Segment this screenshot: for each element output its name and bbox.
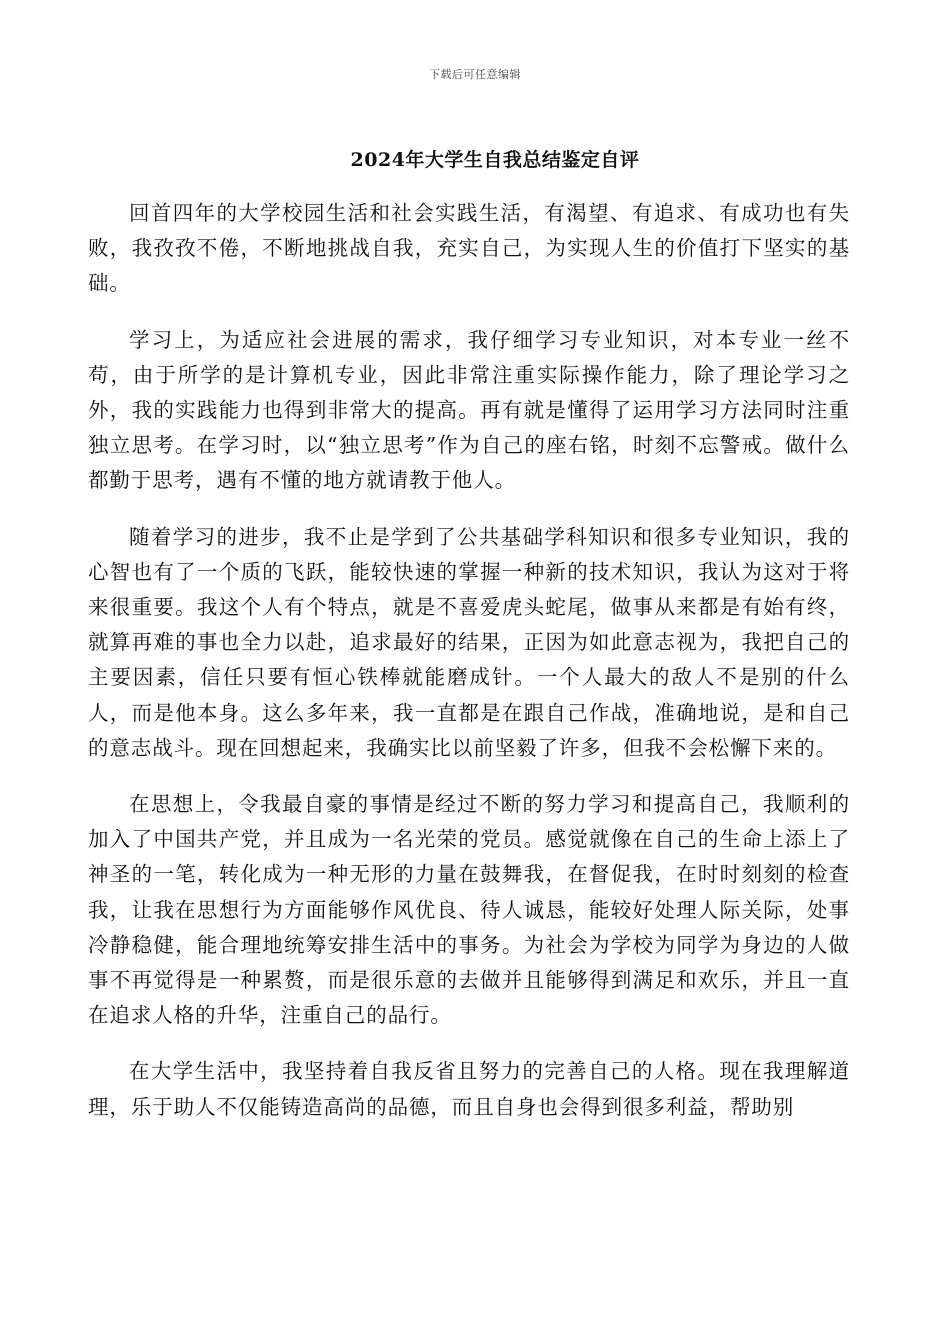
document-body xyxy=(88,196,850,1146)
paragraph: 随着学习的进步，我不止是学到了公共基础学科知识和很多专业知识，我的心智也有了一个质的飞跃，能较快速的掌握一种新的技术知识，我认为这对于将来很重要。我这个人有个特点，就是不喜爱虎头蛇尾，做事从来都是有始有终，就算再难的事也全力以赴，追求最好的结果，正因为如此意志视为，我把自己的主要因素，信任只要有恒心铁棒就能磨成针。一个人最大的敌人不是别的什么人，而是他本身。这么多年来，我一直都是在跟自己作战，准确地说，是和自己的意志战斗。现在回想起来，我确实比以前坚毅了许多，但我不会松懈下来的。 xyxy=(88,524,850,760)
paragraph: 学习上，为适应社会进展的需求，我仔细学习专业知识，对本专业一丝不苟，由于所学的是计算机专业，因此非常注重实际操作能力，除了理论学习之外，我的实践能力也得到非常大的提高。再有就是懂得了运用学习方法同时注重独立思考。在学习时，以“独立思考”作为自己的座右铭，时刻不忘警戒。做什么都勤于思考，遇有不懂的地方就请教于他人。 xyxy=(88,327,850,493)
header-note: 下载后可任意编辑 xyxy=(429,68,521,81)
paragraph: 在大学生活中，我坚持着自我反省且努力的完善自己的人格。现在我理解道理，乐于助人不仅能铸造高尚的品德，而且自身也会得到很多利益，帮助别 xyxy=(88,1059,850,1119)
document-title: 2024年大学生自我总结鉴定自评 xyxy=(350,149,640,171)
paragraph: 回首四年的大学校园生活和社会实践生活，有渴望、有追求、有成功也有失败，我孜孜不倦，不断地挑战自我，充实自己，为实现人生的价值打下坚实的基础。 xyxy=(88,201,850,296)
paragraph: 在思想上，令我最自豪的事情是经过不断的努力学习和提高自己，我顺利的加入了中国共产党，并且成为一名光荣的党员。感觉就像在自己的生命上添上了神圣的一笔，转化成为一种无形的力量在鼓舞我，在督促我，在时时刻刻的检查我，让我在思想行为方面能够作风优良、待人诚恳，能较好处理人际关际，处事冷静稳健，能合理地统筹安排生活中的事务。为社会为学校为同学为身边的人做事不再觉得是一种累赘，而是很乐意的去做并且能够得到满足和欢乐，并且一直在追求人格的升华，注重自己的品行。 xyxy=(88,792,850,1028)
